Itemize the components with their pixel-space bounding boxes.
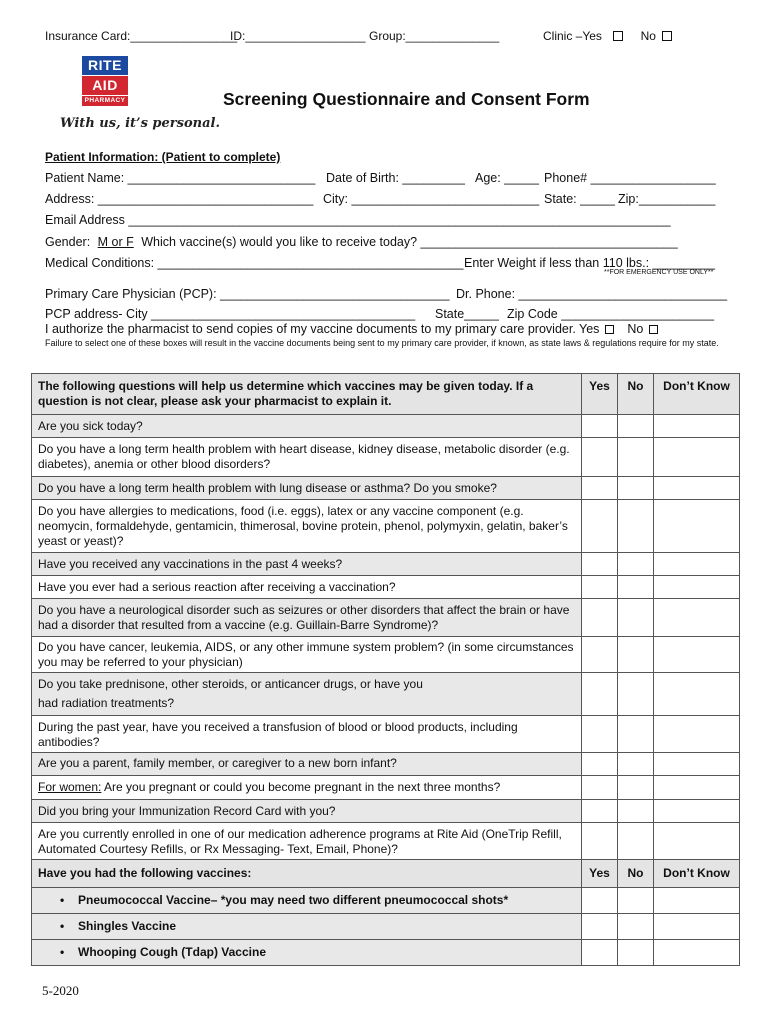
answer-dont-know-cell[interactable] xyxy=(654,753,740,776)
table-row xyxy=(32,477,740,500)
table-row xyxy=(32,776,740,800)
answer-yes-cell[interactable] xyxy=(582,599,618,637)
vaccine-label: Shingles Vaccine xyxy=(78,919,177,933)
answer-dont-know-cell[interactable] xyxy=(654,673,740,716)
answer-dont-know-cell[interactable] xyxy=(654,716,740,753)
answer-dont-know-cell[interactable] xyxy=(654,438,740,477)
question: Do you have a long term health problem with lung disease or asthma? Do you smoke? xyxy=(32,477,582,500)
vaccines-col-dont-know: Don’t Know xyxy=(654,860,740,888)
answer-yes-cell[interactable] xyxy=(582,415,618,438)
authorize-text: I authorize the pharmacist to send copies of my vaccine documents to my primary care provider. Yes xyxy=(45,322,600,336)
answer-no-cell[interactable] xyxy=(618,477,654,500)
answer-dont-know-cell[interactable] xyxy=(654,477,740,500)
answer-yes-cell[interactable] xyxy=(582,776,618,800)
answer-no-cell[interactable] xyxy=(618,553,654,576)
vaccine-item xyxy=(32,888,582,914)
answer-dont-know-cell[interactable] xyxy=(654,500,740,553)
authorize-row xyxy=(45,322,658,336)
emergency-note: **FOR EMERGENCY USE ONLY** xyxy=(604,269,714,276)
question: Are you a parent, family member, or caregiver to a new born infant? xyxy=(32,753,582,776)
question: Do you have cancer, leukemia, AIDS, or any other immune system problem? (in some circumstances you may be referred to your physician) xyxy=(32,637,582,673)
bullet: • xyxy=(60,919,65,933)
answer-no-cell[interactable] xyxy=(618,576,654,599)
table-row xyxy=(32,637,740,673)
answer-yes-cell[interactable] xyxy=(582,576,618,599)
answer-no-cell[interactable] xyxy=(618,415,654,438)
bullet: • xyxy=(60,893,65,907)
vaccines-header-text: Have you had the following vaccines: xyxy=(32,860,582,888)
question: Do you have a long term health problem with heart disease, kidney disease, metabolic disorder (e.g. diabetes), anemia or other blood disorders? xyxy=(32,438,582,477)
answer-dont-know-cell[interactable] xyxy=(654,599,740,637)
vaccines-col-no: No xyxy=(618,860,654,888)
table-row xyxy=(32,673,740,716)
answer-yes-cell[interactable] xyxy=(582,914,618,940)
patient-section-heading: Patient Information: (Patient to complete) xyxy=(45,150,281,164)
table-header-text: The following questions will help us determine which vaccines may be given today. If a question is not clear, please ask your pharmacist to explain it. xyxy=(32,374,582,415)
table-row xyxy=(32,576,740,599)
answer-no-cell[interactable] xyxy=(618,914,654,940)
authorize-no-checkbox[interactable] xyxy=(649,325,658,334)
clinic-no-label: No xyxy=(640,29,656,43)
answer-no-cell[interactable] xyxy=(618,599,654,637)
gender-field[interactable]: M or F xyxy=(97,235,134,249)
table-row xyxy=(32,753,740,776)
authorize-yes-checkbox[interactable] xyxy=(605,325,614,334)
weight-field[interactable]: Enter Weight if less than 110 lbs.: _________ xyxy=(464,256,716,270)
answer-no-cell[interactable] xyxy=(618,940,654,966)
answer-no-cell[interactable] xyxy=(618,637,654,673)
answer-yes-cell[interactable] xyxy=(582,477,618,500)
question-pregnancy xyxy=(32,776,582,800)
bullet: • xyxy=(60,945,65,959)
answer-no-cell[interactable] xyxy=(618,716,654,753)
dr-phone-field[interactable]: Dr. Phone: ______________________________ xyxy=(456,287,728,301)
vaccine-row xyxy=(32,888,740,914)
dob-field[interactable]: Date of Birth: _________ xyxy=(326,171,465,185)
question: Did you bring your Immunization Record Card with you? xyxy=(32,800,582,823)
question-steroids-line1: Do you take prednisone, other steroids, or anticancer drugs, or have you xyxy=(38,677,423,691)
vaccine-row xyxy=(32,940,740,966)
pcp-city-field[interactable]: PCP address- City ______________________________________ xyxy=(45,307,416,321)
answer-dont-know-cell[interactable] xyxy=(654,888,740,914)
answer-no-cell[interactable] xyxy=(618,500,654,553)
pcp-zip-field[interactable]: Zip Code ______________________ xyxy=(507,307,715,321)
rite-aid-logo xyxy=(82,56,128,112)
answer-yes-cell[interactable] xyxy=(582,888,618,914)
gender-row xyxy=(45,235,678,249)
screening-table xyxy=(31,373,740,966)
question: Do you have allergies to medications, food (i.e. eggs), latex or any vaccine component (e.g. neomycin, formaldehyde, gentamicin, thimerosal, bovine protein, phenol, polymyxin, gelatin, baker’s yeast or yeast)? xyxy=(32,500,582,553)
logo-rite: RITE xyxy=(82,56,128,75)
form-version: 5-2020 xyxy=(42,983,79,998)
answer-dont-know-cell[interactable] xyxy=(654,576,740,599)
answer-dont-know-cell[interactable] xyxy=(654,914,740,940)
answer-yes-cell[interactable] xyxy=(582,823,618,860)
question: Have you received any vaccinations in the past 4 weeks? xyxy=(32,553,582,576)
table-row xyxy=(32,823,740,860)
logo-pharmacy: PHARMACY xyxy=(82,96,128,106)
answer-dont-know-cell[interactable] xyxy=(654,553,740,576)
table-row xyxy=(32,500,740,553)
answer-no-cell[interactable] xyxy=(618,753,654,776)
answer-yes-cell[interactable] xyxy=(582,940,618,966)
table-row xyxy=(32,553,740,576)
email-field[interactable]: Email Address ______________________________________________________________________________ xyxy=(45,213,671,227)
patient-name-field[interactable]: Patient Name: ___________________________ xyxy=(45,171,316,185)
clinic-option xyxy=(543,29,672,43)
vaccines-header-row xyxy=(32,860,740,888)
answer-dont-know-cell[interactable] xyxy=(654,415,740,438)
vaccine-label: Whooping Cough (Tdap) Vaccine xyxy=(78,945,266,959)
answer-dont-know-cell[interactable] xyxy=(654,776,740,800)
question-pregnancy-text: Are you pregnant or could you become pregnant in the next three months? xyxy=(104,780,501,794)
authorize-no-label: No xyxy=(627,322,644,336)
answer-yes-cell[interactable] xyxy=(582,500,618,553)
answer-no-cell[interactable] xyxy=(618,800,654,823)
tagline: With us, it’s personal. xyxy=(60,116,220,131)
pcp-state-field[interactable]: State_____ xyxy=(435,307,499,321)
answer-yes-cell[interactable] xyxy=(582,800,618,823)
vaccine-label: Pneumococcal Vaccine– *you may need two different pneumococcal shots* xyxy=(78,893,509,907)
group-field[interactable]: Group:______________ xyxy=(369,29,500,43)
question: Do you have a neurological disorder such as seizures or other disorders that affect the brain or have had a disorder that resulted from a vaccine (e.g. Guillain-Barre Syndrome)? xyxy=(32,599,582,637)
question-steroids-line2: had radiation treatments? xyxy=(38,696,175,710)
women-prefix: For women: xyxy=(38,780,102,794)
answer-no-cell[interactable] xyxy=(618,823,654,860)
clinic-label: Clinic –Yes xyxy=(543,29,602,43)
vaccines-col-yes: Yes xyxy=(582,860,618,888)
vaccine-request-field[interactable]: Which vaccine(s) would you like to receive today? _____________________________________ xyxy=(141,235,678,249)
id-field[interactable]: ID:__________________ xyxy=(230,29,366,43)
answer-dont-know-cell[interactable] xyxy=(654,823,740,860)
medical-conditions-field[interactable]: Medical Conditions: ____________________________________________ xyxy=(45,256,464,270)
table-row xyxy=(32,800,740,823)
state-field[interactable]: State: _____ xyxy=(544,192,615,206)
vaccine-item xyxy=(32,914,582,940)
answer-no-cell[interactable] xyxy=(618,776,654,800)
vaccine-item xyxy=(32,940,582,966)
col-yes: Yes xyxy=(582,374,618,415)
answer-yes-cell[interactable] xyxy=(582,553,618,576)
table-row xyxy=(32,415,740,438)
table-header-row xyxy=(32,374,740,415)
answer-no-cell[interactable] xyxy=(618,438,654,477)
pcp-field[interactable]: Primary Care Physician (PCP): _________________________________ xyxy=(45,287,450,301)
question-steroids xyxy=(32,673,582,716)
insurance-card-field[interactable]: Insurance Card:________________ xyxy=(45,29,238,43)
table-row xyxy=(32,599,740,637)
page-title: Screening Questionnaire and Consent Form xyxy=(223,89,590,109)
zip-field[interactable]: Zip:___________ xyxy=(618,192,716,206)
gender-label: Gender: xyxy=(45,235,91,249)
age-field[interactable]: Age: _____ xyxy=(475,171,539,185)
col-dont-know: Don’t Know xyxy=(654,374,740,415)
answer-yes-cell[interactable] xyxy=(582,438,618,477)
table-row xyxy=(32,716,740,753)
col-no: No xyxy=(618,374,654,415)
failure-note: Failure to select one of these boxes will result in the vaccine documents being sent to my primary care provider, if known, as state laws & regulations require for my state. xyxy=(45,338,719,348)
answer-yes-cell[interactable] xyxy=(582,753,618,776)
question: During the past year, have you received a transfusion of blood or blood products, including antibodies? xyxy=(32,716,582,753)
question: Are you currently enrolled in one of our medication adherence programs at Rite Aid (OneTrip Refill, Automated Courtesy Refills, or Rx Messaging- Text, Email, Phone)? xyxy=(32,823,582,860)
question: Are you sick today? xyxy=(32,415,582,438)
clinic-yes-checkbox[interactable] xyxy=(613,31,623,41)
clinic-no-checkbox[interactable] xyxy=(662,31,672,41)
logo-aid: AID xyxy=(82,76,128,95)
answer-no-cell[interactable] xyxy=(618,673,654,716)
answer-yes-cell[interactable] xyxy=(582,673,618,716)
answer-yes-cell[interactable] xyxy=(582,716,618,753)
answer-dont-know-cell[interactable] xyxy=(654,637,740,673)
vaccine-row xyxy=(32,914,740,940)
answer-yes-cell[interactable] xyxy=(582,637,618,673)
phone-field[interactable]: Phone# __________________ xyxy=(544,171,716,185)
answer-dont-know-cell[interactable] xyxy=(654,940,740,966)
answer-no-cell[interactable] xyxy=(618,888,654,914)
answer-dont-know-cell[interactable] xyxy=(654,800,740,823)
table-row xyxy=(32,438,740,477)
address-field[interactable]: Address: _______________________________ xyxy=(45,192,314,206)
city-field[interactable]: City: ___________________________ xyxy=(323,192,540,206)
question: Have you ever had a serious reaction after receiving a vaccination? xyxy=(32,576,582,599)
